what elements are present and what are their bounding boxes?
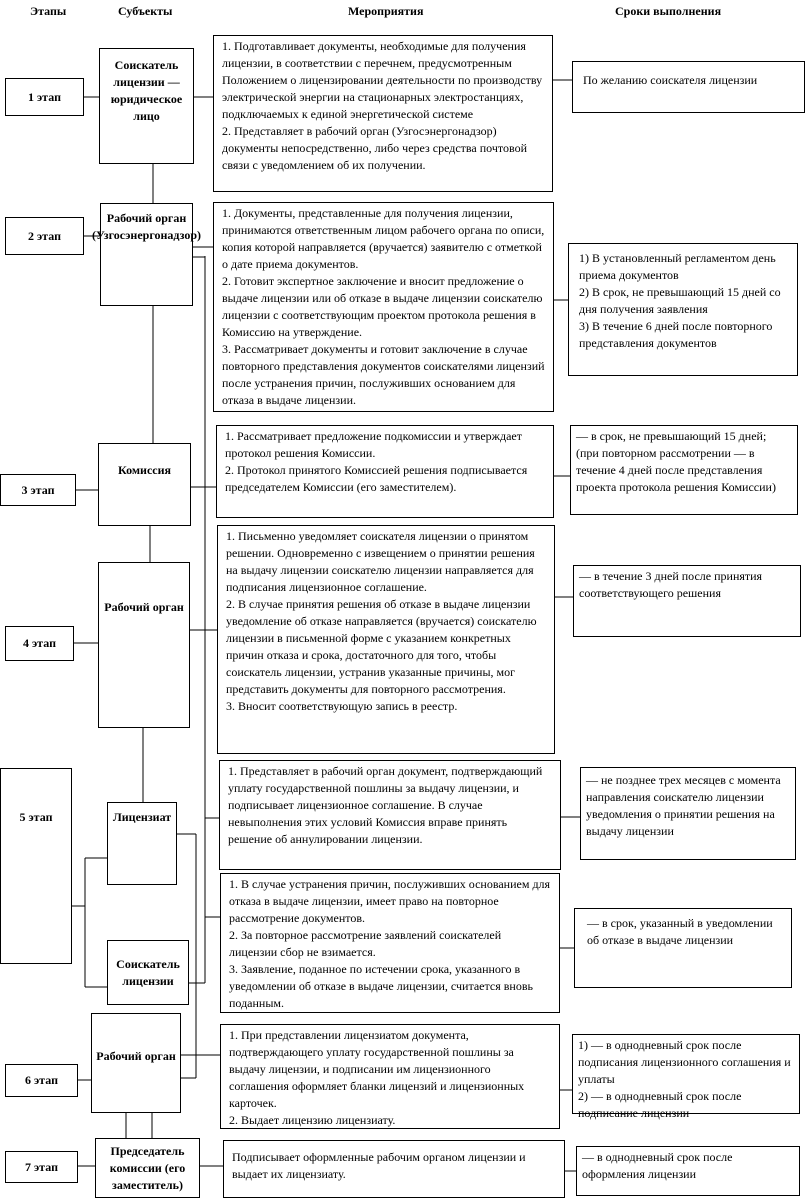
subject-commission: Комиссия <box>98 443 191 526</box>
stage-6: 6 этап <box>5 1064 78 1097</box>
subject-working-body-uzgosenergonadzor: Рабочий орган (Узгосэнергонадзор) <box>100 203 193 306</box>
subject-applicant: Соискатель лицензии <box>107 940 189 1005</box>
stage-1: 1 этап <box>5 78 84 116</box>
header-stages: Этапы <box>30 4 67 18</box>
deadline-stage-7: — в однодневный срок после оформления лицензии <box>576 1146 800 1196</box>
header-subjects: Субъекты <box>118 4 173 18</box>
stage-7: 7 этап <box>5 1151 78 1183</box>
activity-stage-5-applicant: 1. В случае устранения причин, послуживших основанием для отказа в выдаче лицензии, имеет право на повторное рассмотрение документов. 2. За повторное рассмотрение заявлений соискателей лицензии сбор не взимается. 3. Заявление, поданное по истечении срока, указанного в уведомлении об отказе в выдаче лицензии, считается вновь поданным. <box>220 873 560 1013</box>
stage-2: 2 этап <box>5 217 84 255</box>
deadline-stage-4: — в течение 3 дней после принятия соответствующего решения <box>573 565 801 637</box>
subject-commission-chairman: Председатель комиссии (его заместитель) <box>95 1138 200 1198</box>
deadline-stage-5-licensee: — не позднее трех месяцев с момента направления соискателю лицензии уведомления о принятии решения на выдачу лицензии <box>580 767 796 860</box>
deadline-stage-5-applicant: — в срок, указанный в уведомлении об отказе в выдаче лицензии <box>574 908 792 988</box>
activity-stage-7: Подписывает оформленные рабочим органом лицензии и выдает их лицензиату. <box>223 1140 565 1198</box>
activity-stage-4: 1. Письменно уведомляет соискателя лицензии о принятом решении. Одновременно с извещением о принятии решения на выдачу лицензии соискателю лицензии направляется для подписания лицензионное соглашение. 2. В случае принятия решения об отказе в выдаче лицензии уведомление об отказе направляется (вручается) соискателю лицензии в письменной форме с указанием конкретных причин отказа и срока, достаточного для того, чтобы соискатель лицензии, устранив указанные причины, мог представить документы для повторного рассмотрения. 3. Вносит соответствующую запись в реестр. <box>217 525 555 754</box>
stage-5: 5 этап <box>0 768 72 964</box>
header-activities: Мероприятия <box>348 4 424 18</box>
activity-stage-1: 1. Подготавливает документы, необходимые для получения лицензии, в соответствии с перечнем, предусмотренным Положением о лицензировании деятельности по производству электрической энергии на стационарных электростанциях, подключаемых к единой энергетической системе 2. Представляет в рабочий орган (Узгосэнергонадзор) документы непосредственно, либо через средства почтовой связи с уведомлением об их получении. <box>213 35 553 192</box>
subject-applicant-legal-entity: Соискатель лицензии — юридическое лицо <box>99 48 194 164</box>
activity-stage-6: 1. При представлении лицензиатом документа, подтверждающего уплату государственной пошлины за выдачу лицензии, и подписании им лицензионного соглашения оформляет бланки лицензий и лицензионных карточек. 2. Выдает лицензию лицензиату. <box>220 1024 560 1129</box>
subject-working-body-6: Рабочий орган <box>91 1013 181 1113</box>
subject-working-body-4: Рабочий орган <box>98 562 190 728</box>
header-deadlines: Сроки выполнения <box>615 4 722 18</box>
subject-licensee: Лицензиат <box>107 802 177 885</box>
deadline-stage-2: 1) В установленный регламентом день приема документов 2) В срок, не превышающий 15 дней со дня получения заявления 3) В течение 6 дней после повторного представления документов <box>568 243 798 376</box>
activity-stage-3: 1. Рассматривает предложение подкомиссии и утверждает протокол решения Комиссии. 2. Протокол принятого Комиссией решения подписывается председателем Комиссии (его заместителем). <box>216 425 554 518</box>
activity-stage-2: 1. Документы, представленные для получения лицензии, принимаются ответственным лицом рабочего органа по описи, копия которой направляется (вручается) заявителю с отметкой о дате приема документов. 2. Готовит экспертное заключение и вносит предложение о выдаче лицензии или об отказе в выдаче лицензии соискателю лицензии с соответствующим проектом протокола решения в Комиссию на утверждение. 3. Рассматривает документы и готовит заключение в случае повторного представления документов соискателями лицензий после устранения причин, послуживших основанием для отказа в выдаче лицензии. <box>213 202 554 412</box>
deadline-stage-6: 1) — в однодневный срок после подписания лицензионного соглашения и уплаты 2) — в однодневный срок после подписание лицензии <box>572 1034 800 1114</box>
stage-4: 4 этап <box>5 626 74 661</box>
stage-3: 3 этап <box>0 474 76 506</box>
deadline-stage-1: По желанию соискателя лицензии <box>572 61 805 113</box>
deadline-stage-3: — в срок, не превышающий 15 дней; (при повторном рассмотрении — в течение 4 дней после представления проекта протокола решения Комиссии) <box>570 425 798 515</box>
activity-stage-5-licensee: 1. Представляет в рабочий орган документ, подтверждающий уплату государственной пошлины за выдачу лицензии, и подписывает лицензионное соглашение. В случае невыполнения этих условий Комиссия вправе принять решение об аннулировании лицензии. <box>219 760 561 870</box>
